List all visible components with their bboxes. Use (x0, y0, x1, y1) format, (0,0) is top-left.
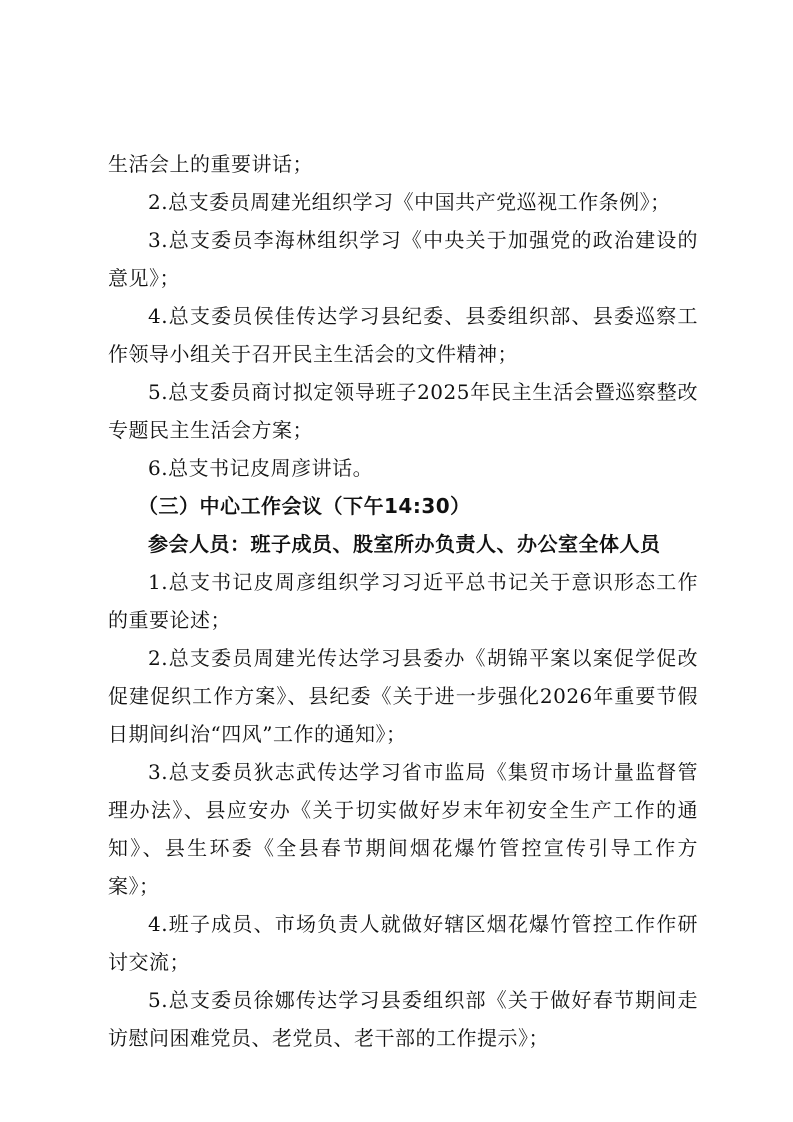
agenda-item-3: 3.总支委员李海林组织学习《中央关于加强党的政治建设的意见》； (108, 228, 698, 290)
meeting-item-2: 2.总支委员周建光传达学习县委办《胡锦平案以案促学促改促建促织工作方案》、县纪委《关于进一步强化2026年重要节假日期间纠治“四风”工作的通知》； (108, 646, 698, 746)
agenda-item-5: 5.总支委员商讨拟定领导班子2025年民主生活会暨巡察整改专题民主生活会方案； (108, 380, 698, 442)
attendees-line: 参会人员：班子成员、股室所办负责人、办公室全体人员 (148, 532, 661, 556)
document-body (108, 145, 698, 1057)
meeting-item-3: 3.总支委员狄志武传达学习省市监局《集贸市场计量监督管理办法》、县应安办《关于切实做好岁末年初安全生产工作的通知》、县生环委《全县春节期间烟花爆竹管控宣传引导工作方案》； (108, 760, 698, 898)
meeting-item-1: 1.总支书记皮周彦组织学习习近平总书记关于意识形态工作的重要论述； (108, 570, 698, 632)
paragraph-continued: 生活会上的重要讲话； (108, 152, 313, 176)
meeting-item-5: 5.总支委员徐娜传达学习县委组织部《关于做好春节期间走访慰问困难党员、老党员、老干部的工作提示》； (108, 988, 698, 1050)
agenda-item-4: 4.总支委员侯佳传达学习县纪委、县委组织部、县委巡察工作领导小组关于召开民主生活会的文件精神； (108, 304, 698, 366)
agenda-item-6: 6.总支书记皮周彦讲话。 (148, 456, 374, 480)
agenda-item-2: 2.总支委员周建光组织学习《中国共产党巡视工作条例》； (148, 190, 671, 214)
meeting-item-4: 4.班子成员、市场负责人就做好辖区烟花爆竹管控工作作研讨交流； (108, 912, 698, 974)
section-heading: （三）中心工作会议（下午14:30） (138, 494, 471, 518)
